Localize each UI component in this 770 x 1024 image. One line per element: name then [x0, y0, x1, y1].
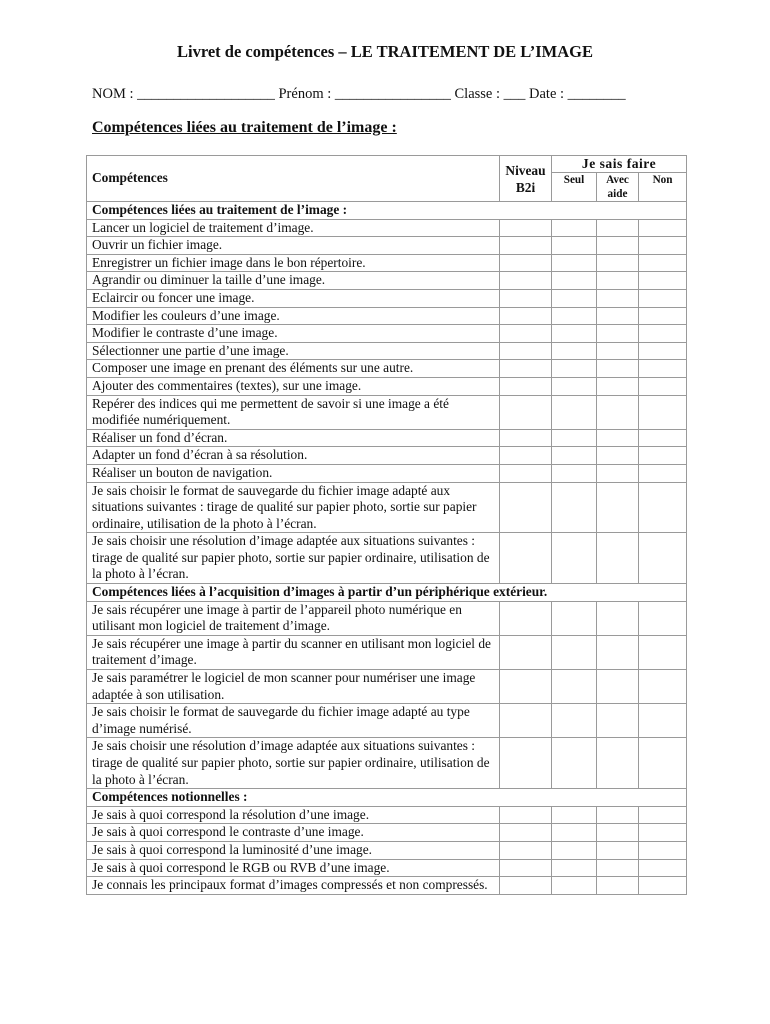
- competence-label: Je connais les principaux format d’images compressés et non compressés.: [87, 877, 500, 895]
- table-row: [87, 601, 687, 635]
- header-b2i-label: B2i: [515, 179, 536, 195]
- competence-label: Je sais à quoi correspond le contraste d’une image.: [87, 824, 500, 842]
- avec-aide-cell: [597, 859, 639, 877]
- header-aide-label: aide: [607, 188, 628, 200]
- table-row: [87, 704, 687, 738]
- avec-aide-cell: [597, 738, 639, 789]
- competence-label: Eclaircir ou foncer une image.: [87, 289, 500, 307]
- group-header-row: [87, 202, 687, 220]
- group-title: Compétences liées à l’acquisition d’images à partir d’un périphérique extérieur.: [87, 584, 687, 602]
- non-cell: [639, 429, 687, 447]
- seul-cell: [552, 289, 597, 307]
- avec-aide-cell: [597, 254, 639, 272]
- niveau-b2i-cell: [500, 806, 552, 824]
- seul-cell: [552, 429, 597, 447]
- table-row: [87, 447, 687, 465]
- niveau-b2i-cell: [500, 237, 552, 255]
- table-row: [87, 272, 687, 290]
- non-cell: [639, 377, 687, 395]
- avec-aide-cell: [597, 307, 639, 325]
- competence-label: Je sais choisir le format de sauvegarde du fichier image adapté au type d’image numérisé.: [87, 704, 500, 738]
- table-row: [87, 670, 687, 704]
- avec-aide-cell: [597, 635, 639, 669]
- avec-aide-cell: [597, 289, 639, 307]
- header-je-sais-faire: Je sais faire: [552, 156, 687, 173]
- competence-label: Sélectionner une partie d’une image.: [87, 342, 500, 360]
- table-row: [87, 325, 687, 343]
- competence-label: Repérer des indices qui me permettent de savoir si une image a été modifiée numériquement.: [87, 395, 500, 429]
- competence-label: Je sais choisir le format de sauvegarde du fichier image adapté aux situations suivantes : tirage de qualité sur papier photo, sortie sur papier ordinaire, utilisation de la photo à l’écran.: [87, 482, 500, 533]
- competence-label: Je sais à quoi correspond la résolution d’une image.: [87, 806, 500, 824]
- table-row: [87, 877, 687, 895]
- table-row: [87, 738, 687, 789]
- seul-cell: [552, 254, 597, 272]
- seul-cell: [552, 824, 597, 842]
- header-seul: Seul: [552, 173, 597, 202]
- niveau-b2i-cell: [500, 482, 552, 533]
- seul-cell: [552, 877, 597, 895]
- competence-label: Modifier les couleurs d’une image.: [87, 307, 500, 325]
- niveau-b2i-cell: [500, 429, 552, 447]
- competence-label: Je sais choisir une résolution d’image adaptée aux situations suivantes : tirage de qualité sur papier photo, sortie sur papier ordinaire, utilisation de la photo à l’écran.: [87, 533, 500, 584]
- competence-label: Je sais choisir une résolution d’image adaptée aux situations suivantes : tirage de qualité sur papier photo, sortie sur papier ordinaire, utilisation de la photo à l’écran.: [87, 738, 500, 789]
- competence-label: Agrandir ou diminuer la taille d’une image.: [87, 272, 500, 290]
- niveau-b2i-cell: [500, 533, 552, 584]
- avec-aide-cell: [597, 325, 639, 343]
- seul-cell: [552, 738, 597, 789]
- avec-aide-cell: [597, 704, 639, 738]
- avec-aide-cell: [597, 342, 639, 360]
- non-cell: [639, 841, 687, 859]
- competence-label: Enregistrer un fichier image dans le bon répertoire.: [87, 254, 500, 272]
- non-cell: [639, 254, 687, 272]
- competence-label: Je sais récupérer une image à partir du scanner en utilisant mon logiciel de traitement d’image.: [87, 635, 500, 669]
- avec-aide-cell: [597, 670, 639, 704]
- non-cell: [639, 635, 687, 669]
- niveau-b2i-cell: [500, 859, 552, 877]
- non-cell: [639, 738, 687, 789]
- student-identity-line: NOM : ___________________ Prénom : ________________ Classe : ___ Date : ________: [92, 86, 626, 102]
- niveau-b2i-cell: [500, 254, 552, 272]
- avec-aide-cell: [597, 237, 639, 255]
- niveau-b2i-cell: [500, 824, 552, 842]
- seul-cell: [552, 307, 597, 325]
- table-row: [87, 219, 687, 237]
- competence-label: Modifier le contraste d’une image.: [87, 325, 500, 343]
- non-cell: [639, 464, 687, 482]
- table-row: [87, 237, 687, 255]
- niveau-b2i-cell: [500, 272, 552, 290]
- group-header-row: [87, 584, 687, 602]
- group-header-row: [87, 789, 687, 807]
- niveau-b2i-cell: [500, 447, 552, 465]
- niveau-b2i-cell: [500, 289, 552, 307]
- seul-cell: [552, 342, 597, 360]
- header-competences: Compétences: [87, 156, 500, 202]
- competence-label: Je sais à quoi correspond le RGB ou RVB d’une image.: [87, 859, 500, 877]
- table-row: [87, 806, 687, 824]
- avec-aide-cell: [597, 464, 639, 482]
- non-cell: [639, 533, 687, 584]
- seul-cell: [552, 704, 597, 738]
- niveau-b2i-cell: [500, 377, 552, 395]
- seul-cell: [552, 859, 597, 877]
- table-row: [87, 824, 687, 842]
- avec-aide-cell: [597, 429, 639, 447]
- competence-label: Lancer un logiciel de traitement d’image.: [87, 219, 500, 237]
- avec-aide-cell: [597, 447, 639, 465]
- non-cell: [639, 482, 687, 533]
- niveau-b2i-cell: [500, 219, 552, 237]
- avec-aide-cell: [597, 219, 639, 237]
- competence-label: Adapter un fond d’écran à sa résolution.: [87, 447, 500, 465]
- table-row: [87, 533, 687, 584]
- table-row: [87, 377, 687, 395]
- table-header-row: [87, 156, 687, 173]
- avec-aide-cell: [597, 360, 639, 378]
- seul-cell: [552, 377, 597, 395]
- niveau-b2i-cell: [500, 704, 552, 738]
- non-cell: [639, 360, 687, 378]
- header-niveau-b2i: [500, 156, 552, 202]
- non-cell: [639, 272, 687, 290]
- table-row: [87, 482, 687, 533]
- avec-aide-cell: [597, 841, 639, 859]
- avec-aide-cell: [597, 395, 639, 429]
- competence-label: Ajouter des commentaires (textes), sur une image.: [87, 377, 500, 395]
- avec-aide-cell: [597, 877, 639, 895]
- non-cell: [639, 219, 687, 237]
- table-row: [87, 254, 687, 272]
- non-cell: [639, 395, 687, 429]
- table-row: [87, 859, 687, 877]
- non-cell: [639, 670, 687, 704]
- seul-cell: [552, 635, 597, 669]
- seul-cell: [552, 360, 597, 378]
- non-cell: [639, 342, 687, 360]
- seul-cell: [552, 447, 597, 465]
- niveau-b2i-cell: [500, 670, 552, 704]
- avec-aide-cell: [597, 272, 639, 290]
- competence-label: Je sais paramétrer le logiciel de mon scanner pour numériser une image adaptée à son utilisation.: [87, 670, 500, 704]
- seul-cell: [552, 272, 597, 290]
- table-row: [87, 289, 687, 307]
- niveau-b2i-cell: [500, 360, 552, 378]
- seul-cell: [552, 237, 597, 255]
- seul-cell: [552, 325, 597, 343]
- seul-cell: [552, 395, 597, 429]
- non-cell: [639, 704, 687, 738]
- competences-table: [86, 155, 687, 895]
- non-cell: [639, 877, 687, 895]
- non-cell: [639, 289, 687, 307]
- table-row: [87, 395, 687, 429]
- non-cell: [639, 601, 687, 635]
- header-niveau-label: Niveau: [505, 162, 546, 178]
- avec-aide-cell: [597, 806, 639, 824]
- seul-cell: [552, 601, 597, 635]
- table-row: [87, 360, 687, 378]
- non-cell: [639, 447, 687, 465]
- non-cell: [639, 237, 687, 255]
- competence-label: Je sais récupérer une image à partir de l’appareil photo numérique en utilisant mon logiciel de traitement d’image.: [87, 601, 500, 635]
- avec-aide-cell: [597, 377, 639, 395]
- seul-cell: [552, 464, 597, 482]
- header-avec-aide: [597, 173, 639, 202]
- avec-aide-cell: [597, 601, 639, 635]
- niveau-b2i-cell: [500, 395, 552, 429]
- table-body: [87, 202, 687, 895]
- niveau-b2i-cell: [500, 877, 552, 895]
- table-row: [87, 841, 687, 859]
- group-title: Compétences notionnelles :: [87, 789, 687, 807]
- non-cell: [639, 859, 687, 877]
- niveau-b2i-cell: [500, 325, 552, 343]
- competence-label: Réaliser un fond d’écran.: [87, 429, 500, 447]
- group-title: Compétences liées au traitement de l’image :: [87, 202, 687, 220]
- non-cell: [639, 307, 687, 325]
- niveau-b2i-cell: [500, 601, 552, 635]
- table-row: [87, 342, 687, 360]
- avec-aide-cell: [597, 482, 639, 533]
- avec-aide-cell: [597, 824, 639, 842]
- seul-cell: [552, 533, 597, 584]
- seul-cell: [552, 219, 597, 237]
- niveau-b2i-cell: [500, 307, 552, 325]
- avec-aide-cell: [597, 533, 639, 584]
- non-cell: [639, 824, 687, 842]
- header-avec-label: Avec: [606, 174, 629, 186]
- competence-label: Réaliser un bouton de navigation.: [87, 464, 500, 482]
- competence-label: Composer une image en prenant des éléments sur une autre.: [87, 360, 500, 378]
- niveau-b2i-cell: [500, 635, 552, 669]
- table-row: [87, 635, 687, 669]
- niveau-b2i-cell: [500, 342, 552, 360]
- table-row: [87, 307, 687, 325]
- niveau-b2i-cell: [500, 841, 552, 859]
- table-row: [87, 464, 687, 482]
- seul-cell: [552, 841, 597, 859]
- seul-cell: [552, 670, 597, 704]
- seul-cell: [552, 482, 597, 533]
- competence-label: Ouvrir un fichier image.: [87, 237, 500, 255]
- non-cell: [639, 325, 687, 343]
- header-non: Non: [639, 173, 687, 202]
- competence-label: Je sais à quoi correspond la luminosité d’une image.: [87, 841, 500, 859]
- niveau-b2i-cell: [500, 738, 552, 789]
- table-row: [87, 429, 687, 447]
- document-title: Livret de compétences – LE TRAITEMENT DE L’IMAGE: [176, 42, 594, 61]
- seul-cell: [552, 806, 597, 824]
- niveau-b2i-cell: [500, 464, 552, 482]
- non-cell: [639, 806, 687, 824]
- section-title: Compétences liées au traitement de l’image :: [92, 119, 397, 136]
